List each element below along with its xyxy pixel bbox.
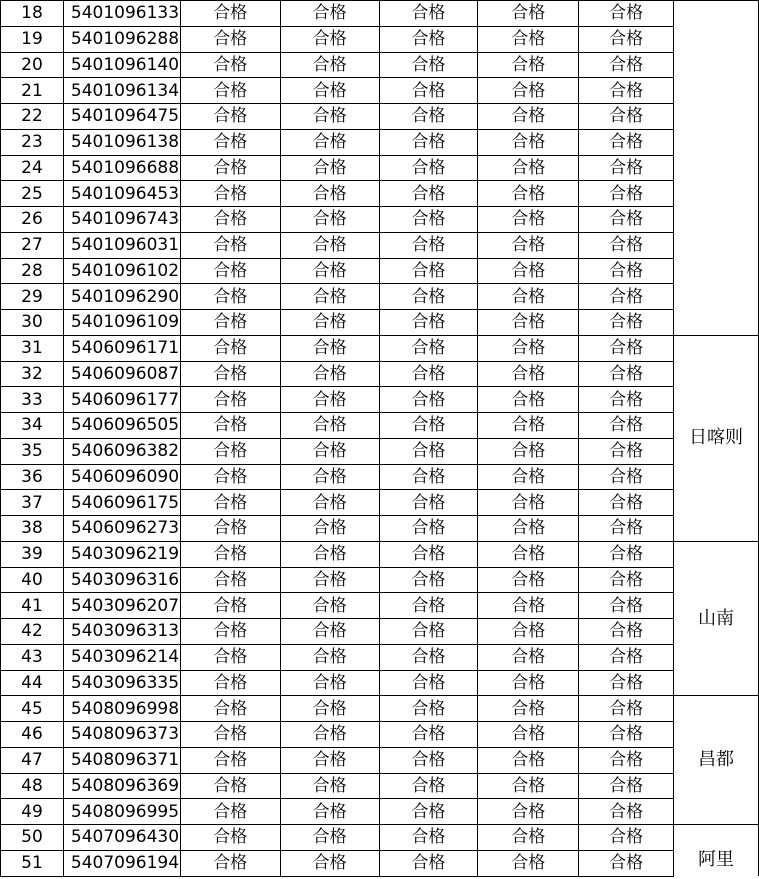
table-row [1,516,759,542]
sample-code: 5403096316 [63,567,180,593]
result-pass-cell: 合格 [579,850,674,876]
result-pass-cell: 合格 [478,335,579,361]
result-pass-cell: 合格 [180,799,280,825]
row-number: 36 [1,464,64,490]
table-row [1,825,759,851]
result-pass-cell: 合格 [579,310,674,336]
table-row [1,104,759,130]
table-row [1,52,759,78]
result-pass-cell: 合格 [280,361,379,387]
result-pass-cell: 合格 [579,258,674,284]
result-pass-cell: 合格 [280,387,379,413]
row-number: 27 [1,232,64,258]
result-pass-cell: 合格 [579,464,674,490]
result-pass-cell: 合格 [280,284,379,310]
result-pass-cell: 合格 [280,413,379,439]
table-row [1,413,759,439]
result-pass-cell: 合格 [180,773,280,799]
result-pass-cell: 合格 [379,361,478,387]
result-pass-cell: 合格 [379,335,478,361]
result-pass-cell: 合格 [478,181,579,207]
result-pass-cell: 合格 [579,78,674,104]
result-pass-cell: 合格 [478,52,579,78]
result-pass-cell: 合格 [180,438,280,464]
sample-code: 5406096273 [63,516,180,542]
row-number: 44 [1,670,64,696]
result-pass-cell: 合格 [180,1,280,27]
result-pass-cell: 合格 [579,567,674,593]
row-number: 29 [1,284,64,310]
result-pass-cell: 合格 [180,490,280,516]
result-pass-cell: 合格 [579,670,674,696]
row-number: 26 [1,207,64,233]
result-pass-cell: 合格 [379,207,478,233]
result-pass-cell: 合格 [280,541,379,567]
sample-code: 5401096138 [63,129,180,155]
result-pass-cell: 合格 [379,850,478,876]
result-pass-cell: 合格 [180,104,280,130]
sample-code: 5406096175 [63,490,180,516]
row-number: 20 [1,52,64,78]
result-pass-cell: 合格 [180,541,280,567]
sample-code: 5401096109 [63,310,180,336]
sample-code: 5406096382 [63,438,180,464]
sample-code: 5408096998 [63,696,180,722]
result-pass-cell: 合格 [478,26,579,52]
result-pass-cell: 合格 [579,361,674,387]
result-pass-cell: 合格 [579,516,674,542]
result-pass-cell: 合格 [579,773,674,799]
result-pass-cell: 合格 [379,284,478,310]
region-cell: 阿里 [674,825,759,877]
result-pass-cell: 合格 [280,104,379,130]
row-number: 25 [1,181,64,207]
result-pass-cell: 合格 [379,773,478,799]
sample-code: 5401096134 [63,78,180,104]
table-row [1,1,759,27]
result-pass-cell: 合格 [379,310,478,336]
result-pass-cell: 合格 [280,52,379,78]
row-number: 41 [1,593,64,619]
result-pass-cell: 合格 [379,258,478,284]
region-cell: 山南 [674,541,759,696]
result-pass-cell: 合格 [478,747,579,773]
result-pass-cell: 合格 [379,541,478,567]
result-pass-cell: 合格 [280,747,379,773]
result-pass-cell: 合格 [180,207,280,233]
row-number: 33 [1,387,64,413]
sample-code: 5401096453 [63,181,180,207]
result-pass-cell: 合格 [280,799,379,825]
row-number: 49 [1,799,64,825]
sample-code: 5406096090 [63,464,180,490]
result-pass-cell: 合格 [579,825,674,851]
sample-code: 5401096140 [63,52,180,78]
sample-code: 5407096194 [63,850,180,876]
region-cell: 昌都 [674,696,759,825]
result-pass-cell: 合格 [280,850,379,876]
result-pass-cell: 合格 [280,825,379,851]
sample-code: 5407096430 [63,825,180,851]
table-row [1,284,759,310]
result-pass-cell: 合格 [280,464,379,490]
table-row [1,438,759,464]
result-pass-cell: 合格 [280,207,379,233]
result-pass-cell: 合格 [379,464,478,490]
result-pass-cell: 合格 [379,593,478,619]
sample-code: 5406096171 [63,335,180,361]
result-pass-cell: 合格 [280,567,379,593]
result-pass-cell: 合格 [379,413,478,439]
sample-code: 5401096133 [63,1,180,27]
result-pass-cell: 合格 [180,52,280,78]
row-number: 39 [1,541,64,567]
row-number: 47 [1,747,64,773]
result-pass-cell: 合格 [579,387,674,413]
result-pass-cell: 合格 [180,78,280,104]
sample-code: 5408096373 [63,722,180,748]
result-pass-cell: 合格 [180,747,280,773]
result-pass-cell: 合格 [379,516,478,542]
row-number: 28 [1,258,64,284]
result-pass-cell: 合格 [379,567,478,593]
result-pass-cell: 合格 [379,438,478,464]
result-pass-cell: 合格 [280,490,379,516]
sample-code: 5401096031 [63,232,180,258]
sample-code: 5401096688 [63,155,180,181]
result-pass-cell: 合格 [280,1,379,27]
result-pass-cell: 合格 [180,155,280,181]
result-pass-cell: 合格 [579,52,674,78]
result-pass-cell: 合格 [478,619,579,645]
result-pass-cell: 合格 [280,438,379,464]
result-pass-cell: 合格 [579,696,674,722]
row-number: 38 [1,516,64,542]
result-pass-cell: 合格 [379,644,478,670]
result-pass-cell: 合格 [579,284,674,310]
result-pass-cell: 合格 [180,310,280,336]
result-pass-cell: 合格 [180,129,280,155]
result-pass-cell: 合格 [180,825,280,851]
sample-code: 5403096207 [63,593,180,619]
result-pass-cell: 合格 [379,825,478,851]
result-pass-cell: 合格 [478,773,579,799]
result-pass-cell: 合格 [280,722,379,748]
result-pass-cell: 合格 [579,207,674,233]
result-pass-cell: 合格 [579,438,674,464]
sample-code: 5406096087 [63,361,180,387]
result-pass-cell: 合格 [478,799,579,825]
result-pass-cell: 合格 [180,644,280,670]
result-pass-cell: 合格 [280,335,379,361]
sample-code: 5406096177 [63,387,180,413]
result-pass-cell: 合格 [280,155,379,181]
table-row [1,387,759,413]
result-pass-cell: 合格 [579,129,674,155]
table-row [1,78,759,104]
table-row [1,361,759,387]
result-pass-cell: 合格 [478,258,579,284]
sample-code: 5401096102 [63,258,180,284]
result-pass-cell: 合格 [579,155,674,181]
result-pass-cell: 合格 [478,155,579,181]
result-pass-cell: 合格 [478,644,579,670]
result-pass-cell: 合格 [180,232,280,258]
result-pass-cell: 合格 [280,78,379,104]
result-pass-cell: 合格 [180,619,280,645]
result-pass-cell: 合格 [280,232,379,258]
result-pass-cell: 合格 [280,516,379,542]
row-number: 34 [1,413,64,439]
result-pass-cell: 合格 [379,155,478,181]
result-pass-cell: 合格 [579,619,674,645]
row-number: 37 [1,490,64,516]
result-pass-cell: 合格 [379,104,478,130]
table-row [1,850,759,876]
result-pass-cell: 合格 [280,773,379,799]
sample-code: 5403096335 [63,670,180,696]
table-row [1,155,759,181]
sample-code: 5408096369 [63,773,180,799]
result-pass-cell: 合格 [579,722,674,748]
row-number: 30 [1,310,64,336]
result-pass-cell: 合格 [280,619,379,645]
result-pass-cell: 合格 [379,52,478,78]
result-pass-cell: 合格 [180,387,280,413]
row-number: 43 [1,644,64,670]
table-row [1,232,759,258]
result-pass-cell: 合格 [478,1,579,27]
row-number: 35 [1,438,64,464]
result-pass-cell: 合格 [180,567,280,593]
result-pass-cell: 合格 [379,181,478,207]
table-body [1,1,759,877]
table-row [1,619,759,645]
sample-code: 5408096371 [63,747,180,773]
table-row [1,593,759,619]
result-pass-cell: 合格 [180,413,280,439]
row-number: 32 [1,361,64,387]
result-pass-cell: 合格 [579,644,674,670]
row-number: 45 [1,696,64,722]
table-row [1,129,759,155]
row-number: 46 [1,722,64,748]
result-pass-cell: 合格 [579,1,674,27]
result-pass-cell: 合格 [180,284,280,310]
result-pass-cell: 合格 [579,181,674,207]
result-pass-cell: 合格 [478,593,579,619]
result-pass-cell: 合格 [280,181,379,207]
row-number: 19 [1,26,64,52]
table-row [1,490,759,516]
result-pass-cell: 合格 [478,104,579,130]
row-number: 31 [1,335,64,361]
result-pass-cell: 合格 [180,516,280,542]
result-pass-cell: 合格 [478,516,579,542]
result-pass-cell: 合格 [280,696,379,722]
result-pass-cell: 合格 [478,722,579,748]
table-row [1,541,759,567]
result-pass-cell: 合格 [478,567,579,593]
region-cell [674,1,759,336]
result-pass-cell: 合格 [579,747,674,773]
table-row [1,464,759,490]
sample-code: 5401096743 [63,207,180,233]
result-pass-cell: 合格 [478,850,579,876]
region-cell: 日喀则 [674,335,759,541]
result-pass-cell: 合格 [180,335,280,361]
sample-code: 5401096288 [63,26,180,52]
sample-code: 5401096475 [63,104,180,130]
result-pass-cell: 合格 [579,104,674,130]
result-pass-cell: 合格 [478,78,579,104]
table-row [1,181,759,207]
result-pass-cell: 合格 [478,310,579,336]
result-pass-cell: 合格 [180,670,280,696]
result-pass-cell: 合格 [478,129,579,155]
row-number: 50 [1,825,64,851]
result-pass-cell: 合格 [379,670,478,696]
sample-code: 5406096505 [63,413,180,439]
result-pass-cell: 合格 [379,747,478,773]
row-number: 23 [1,129,64,155]
table-row [1,567,759,593]
result-pass-cell: 合格 [180,696,280,722]
result-pass-cell: 合格 [180,361,280,387]
row-number: 40 [1,567,64,593]
result-pass-cell: 合格 [579,335,674,361]
result-pass-cell: 合格 [379,26,478,52]
result-pass-cell: 合格 [478,464,579,490]
result-pass-cell: 合格 [280,26,379,52]
result-pass-cell: 合格 [478,670,579,696]
table-row [1,747,759,773]
result-pass-cell: 合格 [180,722,280,748]
sample-code: 5403096214 [63,644,180,670]
row-number: 22 [1,104,64,130]
result-pass-cell: 合格 [478,696,579,722]
result-pass-cell: 合格 [180,181,280,207]
result-pass-cell: 合格 [579,232,674,258]
result-pass-cell: 合格 [379,799,478,825]
table-row [1,722,759,748]
table-row [1,670,759,696]
row-number: 21 [1,78,64,104]
result-pass-cell: 合格 [379,722,478,748]
result-pass-cell: 合格 [478,284,579,310]
result-pass-cell: 合格 [379,232,478,258]
result-pass-cell: 合格 [280,644,379,670]
result-pass-cell: 合格 [280,258,379,284]
result-pass-cell: 合格 [478,232,579,258]
result-pass-cell: 合格 [579,799,674,825]
result-pass-cell: 合格 [579,541,674,567]
table-row [1,799,759,825]
result-pass-cell: 合格 [280,310,379,336]
result-pass-cell: 合格 [180,258,280,284]
table-row [1,696,759,722]
row-number: 48 [1,773,64,799]
result-pass-cell: 合格 [478,207,579,233]
sample-code: 5408096995 [63,799,180,825]
sample-code: 5401096290 [63,284,180,310]
result-pass-cell: 合格 [478,413,579,439]
result-pass-cell: 合格 [579,26,674,52]
result-pass-cell: 合格 [478,541,579,567]
table-row [1,335,759,361]
result-pass-cell: 合格 [379,490,478,516]
result-pass-cell: 合格 [478,825,579,851]
row-number: 42 [1,619,64,645]
result-pass-cell: 合格 [379,78,478,104]
row-number: 24 [1,155,64,181]
result-pass-cell: 合格 [579,413,674,439]
table-row [1,644,759,670]
sample-code: 5403096313 [63,619,180,645]
result-pass-cell: 合格 [280,670,379,696]
result-pass-cell: 合格 [379,619,478,645]
table-row [1,310,759,336]
result-pass-cell: 合格 [478,361,579,387]
result-pass-cell: 合格 [180,26,280,52]
table-row [1,258,759,284]
sample-code: 5403096219 [63,541,180,567]
result-pass-cell: 合格 [379,1,478,27]
table-row [1,26,759,52]
result-pass-cell: 合格 [180,850,280,876]
table-row [1,207,759,233]
row-number: 51 [1,850,64,876]
table-row [1,773,759,799]
result-pass-cell: 合格 [478,438,579,464]
result-pass-cell: 合格 [478,490,579,516]
result-pass-cell: 合格 [379,696,478,722]
result-pass-cell: 合格 [280,593,379,619]
result-pass-cell: 合格 [478,387,579,413]
row-number: 18 [1,1,64,27]
result-pass-cell: 合格 [180,593,280,619]
result-pass-cell: 合格 [579,593,674,619]
result-pass-cell: 合格 [579,490,674,516]
result-pass-cell: 合格 [379,387,478,413]
result-pass-cell: 合格 [379,129,478,155]
result-pass-cell: 合格 [180,464,280,490]
result-pass-cell: 合格 [280,129,379,155]
